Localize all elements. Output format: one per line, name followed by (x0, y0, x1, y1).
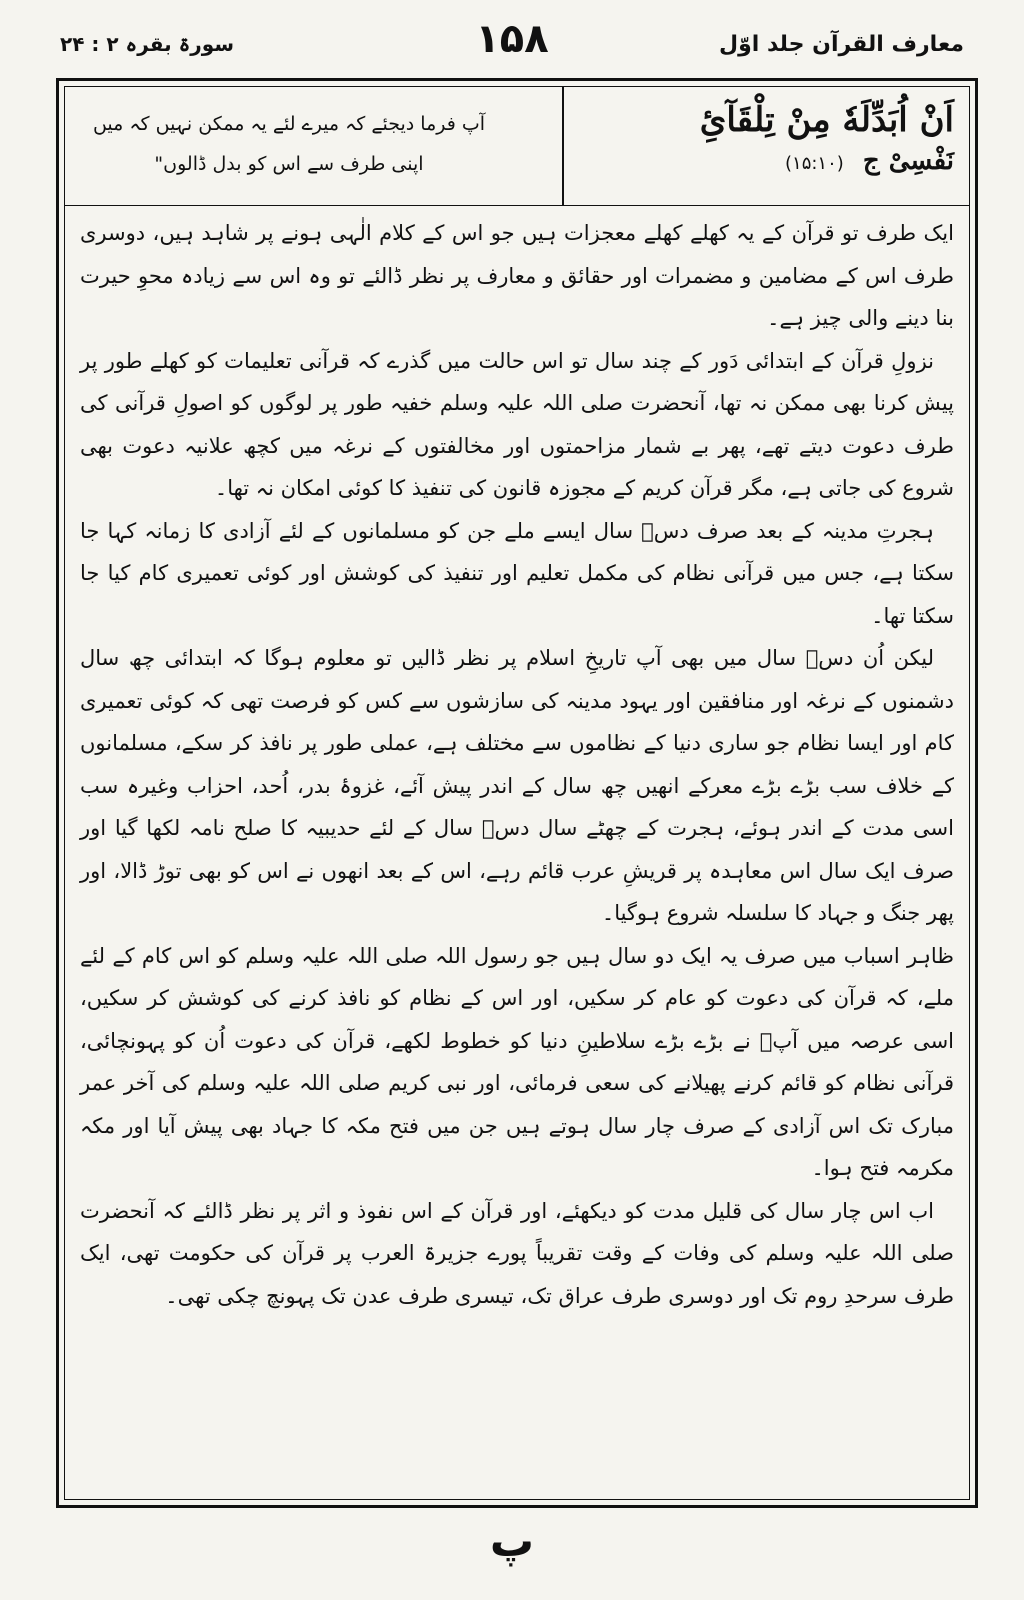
verse-reference: (۱۵:۱۰) (785, 153, 844, 174)
paragraph-4: لیکن اُن دسؔ سال میں بھی آپ تاریخِ اسلام پر نظر ڈالیں تو معلوم ہوگا کہ ابتدائی چھ سال دشمنوں کے نرغہ اور منافقین اور یہود مدینہ کی سازشوں سے کس کو فرصت تھی کہ کوئی تعمیری کام اور ایسا نظام جو ساری دنیا کے نظاموں سے مختلف ہے، عملی طور پر نافذ کر سکے، مسلمانوں کے خلاف سب بڑے بڑے معرکے انھیں چھ سال کے اندر پیش آئے، غزوۂ بدر، اُحد، احزاب وغیرہ سب اسی مدت کے اندر ہوئے، ہجرت کے چھٹے سال دسؔ سال کے لئے حدیبیہ کا صلح نامہ لکھا گیا اور صرف ایک سال اس معاہدہ پر قریشِ عرب قائم رہے، اس کے بعد انھوں نے اس کو بھی توڑ ڈالا، اور پھر جنگ و جہاد کا سلسلہ شروع ہوگیا۔ (80, 646, 954, 925)
verse-arabic-line2: نَفْسِیْ ج (862, 146, 954, 176)
verse-translation (84, 104, 494, 184)
paragraph-2: نزولِ قرآن کے ابتدائی دَور کے چند سال تو اس حالت میں گذرے کہ قرآنی تعلیمات کو کھلے طور پر پیش کرنا بھی ممکن نہ تھا، آنحضرت صلی اللہ علیہ وسلم خفیہ طور پر لوگوں کو اصولِ قرآنی کی طرف دعوت دیتے تھے، پھر بے شمار مزاحمتوں اور مخالفتوں کے نرغہ میں کچھ علانیہ دعوت بھی شروع کی جاتی ہے، مگر قرآن کریم کے مجوزہ قانون کی تنفیذ کا کوئی امکان نہ تھا۔ (80, 348, 954, 500)
page-number: ۱۵۸ (475, 16, 549, 62)
paragraph-3: ہجرتِ مدینہ کے بعد صرف دسؔ سال ایسے ملے جن کو مسلمانوں کے لئے آزادی کا زمانہ کہا جا سکتا ہے، جس میں قرآنی نظام کی مکمل تعلیم اور تنفیذ کی کوشش اور کوئی تعمیری کام کیا جا سکتا تھا۔ (80, 518, 954, 628)
paragraph-6: اب اس چار سال کی قلیل مدت کو دیکھئے، اور قرآن کے اس نفوذ و اثر پر نظر ڈالئے کہ آنحضرت صلی اللہ علیہ وسلم کی وفات کے وقت تقریباً پورے جزیرۃ العرب پر قرآن کی حکومت تھی، ایک طرف سرحدِ روم تک اور دوسری طرف عراق تک، تیسری طرف عدن تک پہونچ چکی تھی۔ (80, 1198, 954, 1308)
translation-line2: اپنی طرف سے اس کو بدل ڈالوں" (154, 153, 424, 175)
paragraph-5: ظاہر اسباب میں صرف یہ ایک دو سال ہیں جو رسول اللہ صلی اللہ علیہ وسلم کو اس کام کے لئے ملے، کہ قرآن کی دعوت کو عام کر سکیں، اور اس کے نظام کو نافذ کرنے کی کوشش کر سکیں، اسی عرصہ میں آپؐ نے بڑے بڑے سلاطینِ دنیا کو خطوط لکھے، قرآن کی دعوت اُن کو پہونچائی، قرآنی نظام کو قائم کرنے پھیلانے کی سعی فرمائی، اور نبی کریم صلی اللہ علیہ وسلم کی آخر عمر مبارک تک اس آزادی کے صرف چار سال ہوتے ہیں جن میں فتح مکہ کا جہاد بھی پیش آیا اور مکہ مکرمہ فتح ہوا۔ (80, 943, 954, 1180)
paragraph-1: ایک طرف تو قرآن کے یہ کھلے کھلے معجزات ہیں جو اس کے کلام الٰہی ہونے پر شاہد ہیں، دوسری طرف اس کے مضامین و مضمرات اور حقائق و معارف پر نظر ڈالئے تو وہ اس سے زیادہ محوِ حیرت بنا دینے والی چیز ہے۔ (80, 221, 954, 330)
surah-reference: سورۃ بقرہ ۲ : ۲۴ (60, 32, 235, 56)
verse-box (64, 86, 970, 206)
verse-arabic (554, 94, 954, 176)
page-header (60, 14, 964, 74)
book-title: معارف القرآن جلد اوّل (719, 32, 964, 57)
body-text (80, 212, 954, 1492)
translation-line1: آپ فرما دیجئے کہ میرے لئے یہ ممکن نہیں کہ میں (92, 113, 486, 135)
verse-arabic-line1: اَنْ اُبَدِّلَهٗ مِنْ تِلْقَآئِ (699, 100, 954, 140)
verse-divider (562, 86, 564, 205)
footer-signature: پ (489, 1516, 535, 1567)
